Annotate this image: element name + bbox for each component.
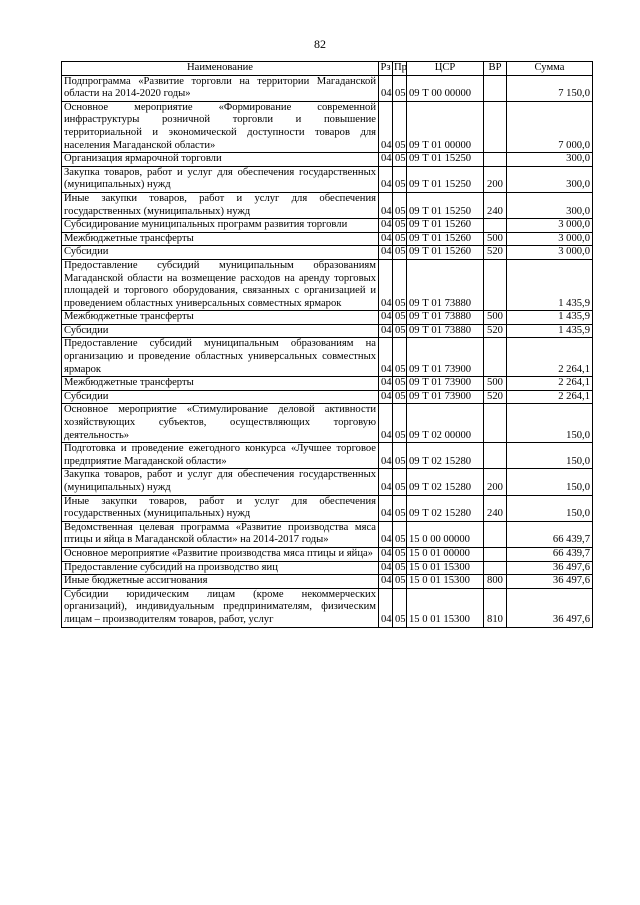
cell-rz: 04 (379, 575, 393, 589)
cell-csr: 15 0 01 15300 (407, 575, 484, 589)
cell-rz: 04 (379, 561, 393, 575)
cell-pr: 05 (393, 324, 407, 338)
cell-csr: 09 Т 02 15280 (407, 495, 484, 521)
cell-sum: 7 000,0 (507, 101, 593, 152)
cell-pr: 05 (393, 390, 407, 404)
cell-vr (484, 153, 507, 167)
table-row (62, 404, 593, 443)
cell-csr: 09 Т 01 15260 (407, 246, 484, 260)
cell-vr: 500 (484, 311, 507, 325)
table-row (62, 246, 593, 260)
cell-rz: 04 (379, 324, 393, 338)
cell-name: Основное мероприятие «Формирование современной инфраструктуры розничной торговли и повышение территориальной и экономической доступности товаров для населения Магаданской области» (62, 101, 379, 152)
cell-rz: 04 (379, 495, 393, 521)
cell-sum: 36 497,6 (507, 575, 593, 589)
cell-sum: 3 000,0 (507, 219, 593, 233)
cell-csr: 09 Т 01 73900 (407, 377, 484, 391)
cell-pr: 05 (393, 377, 407, 391)
cell-csr: 09 Т 01 73880 (407, 311, 484, 325)
table-row (62, 575, 593, 589)
budget-table (61, 61, 593, 628)
table-row (62, 377, 593, 391)
table-body (62, 75, 593, 627)
cell-pr: 05 (393, 521, 407, 547)
cell-csr: 09 Т 01 15250 (407, 153, 484, 167)
table-row (62, 192, 593, 218)
cell-name: Субсидии (62, 324, 379, 338)
cell-rz: 04 (379, 377, 393, 391)
cell-csr: 09 Т 02 15280 (407, 469, 484, 495)
cell-sum: 300,0 (507, 153, 593, 167)
cell-csr: 09 Т 01 73880 (407, 259, 484, 310)
cell-csr: 09 Т 01 73900 (407, 338, 484, 377)
table-row (62, 390, 593, 404)
cell-pr: 05 (393, 547, 407, 561)
cell-vr: 800 (484, 575, 507, 589)
cell-rz: 04 (379, 311, 393, 325)
cell-vr (484, 101, 507, 152)
cell-rz: 04 (379, 75, 393, 101)
cell-sum: 2 264,1 (507, 377, 593, 391)
cell-vr: 520 (484, 246, 507, 260)
cell-vr: 810 (484, 588, 507, 627)
table-row (62, 166, 593, 192)
cell-sum: 66 439,7 (507, 521, 593, 547)
cell-rz: 04 (379, 390, 393, 404)
cell-name: Основное мероприятие «Стимулирование деловой активности хозяйствующих субъектов, осуществляющих торговую деятельность» (62, 404, 379, 443)
cell-rz: 04 (379, 443, 393, 469)
cell-name: Подпрограмма «Развитие торговли на территории Магаданской области на 2014-2020 годы» (62, 75, 379, 101)
cell-name: Организация ярмарочной торговли (62, 153, 379, 167)
cell-sum: 1 435,9 (507, 324, 593, 338)
cell-name: Субсидии юридическим лицам (кроме некоммерческих организаций), индивидуальным предпринимателям, физическим лицам – производителям товаров, работ, услуг (62, 588, 379, 627)
cell-csr: 09 Т 01 15260 (407, 219, 484, 233)
table-row (62, 443, 593, 469)
table-row (62, 259, 593, 310)
cell-vr: 500 (484, 232, 507, 246)
cell-name: Предоставление субсидий муниципальным образованиям на организацию и проведение областных универсальных совместных ярмарок (62, 338, 379, 377)
cell-name: Субсидии (62, 246, 379, 260)
cell-csr: 09 Т 01 00000 (407, 101, 484, 152)
cell-vr: 240 (484, 495, 507, 521)
cell-sum: 36 497,6 (507, 588, 593, 627)
cell-rz: 04 (379, 469, 393, 495)
cell-pr: 05 (393, 259, 407, 310)
cell-name: Ведомственная целевая программа «Развитие производства мяса птицы и яйца в Магаданской области» на 2014-2017 годы» (62, 521, 379, 547)
cell-pr: 05 (393, 75, 407, 101)
cell-vr: 200 (484, 166, 507, 192)
cell-rz: 04 (379, 192, 393, 218)
cell-pr: 05 (393, 443, 407, 469)
cell-sum: 150,0 (507, 469, 593, 495)
cell-vr: 520 (484, 324, 507, 338)
cell-vr: 200 (484, 469, 507, 495)
cell-sum: 36 497,6 (507, 561, 593, 575)
cell-pr: 05 (393, 575, 407, 589)
cell-name: Иные закупки товаров, работ и услуг для обеспечения государственных (муниципальных) нужд (62, 192, 379, 218)
cell-csr: 09 Т 00 00000 (407, 75, 484, 101)
table-row (62, 219, 593, 233)
cell-pr: 05 (393, 166, 407, 192)
cell-vr: 500 (484, 377, 507, 391)
cell-pr: 05 (393, 469, 407, 495)
table-row (62, 232, 593, 246)
cell-csr: 09 Т 01 73900 (407, 390, 484, 404)
cell-vr (484, 561, 507, 575)
cell-rz: 04 (379, 153, 393, 167)
header-sum: Сумма (507, 62, 593, 76)
cell-rz: 04 (379, 404, 393, 443)
cell-name: Субсидирование муниципальных программ развития торговли (62, 219, 379, 233)
cell-pr: 05 (393, 561, 407, 575)
table-row (62, 153, 593, 167)
cell-rz: 04 (379, 547, 393, 561)
cell-sum: 1 435,9 (507, 311, 593, 325)
cell-csr: 09 Т 02 00000 (407, 404, 484, 443)
cell-sum: 66 439,7 (507, 547, 593, 561)
cell-sum: 150,0 (507, 443, 593, 469)
cell-rz: 04 (379, 521, 393, 547)
cell-name: Закупка товаров, работ и услуг для обеспечения государственных (муниципальных) нужд (62, 166, 379, 192)
cell-csr: 15 0 01 15300 (407, 588, 484, 627)
table-row (62, 324, 593, 338)
cell-csr: 15 0 01 15300 (407, 561, 484, 575)
cell-pr: 05 (393, 495, 407, 521)
cell-vr (484, 259, 507, 310)
table-row (62, 469, 593, 495)
cell-sum: 2 264,1 (507, 390, 593, 404)
cell-sum: 300,0 (507, 192, 593, 218)
cell-pr: 05 (393, 246, 407, 260)
cell-vr (484, 404, 507, 443)
cell-name: Межбюджетные трансферты (62, 311, 379, 325)
header-name: Наименование (62, 62, 379, 76)
cell-sum: 3 000,0 (507, 246, 593, 260)
cell-vr (484, 219, 507, 233)
cell-rz: 04 (379, 246, 393, 260)
cell-sum: 3 000,0 (507, 232, 593, 246)
header-csr: ЦСР (407, 62, 484, 76)
cell-pr: 05 (393, 232, 407, 246)
cell-vr: 520 (484, 390, 507, 404)
cell-vr: 240 (484, 192, 507, 218)
cell-sum: 7 150,0 (507, 75, 593, 101)
table-row (62, 495, 593, 521)
cell-name: Предоставление субсидий муниципальным образованиям Магаданской области на возмещение расходов на аренду торговых площадей и торгового оборудования, связанных с организацией и проведением областных универсальных совместных ярмарок (62, 259, 379, 310)
cell-name: Иные закупки товаров, работ и услуг для обеспечения государственных (муниципальных) нужд (62, 495, 379, 521)
cell-csr: 15 0 01 00000 (407, 547, 484, 561)
cell-sum: 1 435,9 (507, 259, 593, 310)
cell-csr: 09 Т 01 73880 (407, 324, 484, 338)
cell-pr: 05 (393, 311, 407, 325)
header-pr: Пр (393, 62, 407, 76)
cell-csr: 09 Т 01 15250 (407, 166, 484, 192)
cell-pr: 05 (393, 192, 407, 218)
cell-csr: 09 Т 01 15260 (407, 232, 484, 246)
cell-rz: 04 (379, 101, 393, 152)
page-number: 82 (314, 37, 326, 51)
table-row (62, 75, 593, 101)
cell-rz: 04 (379, 219, 393, 233)
cell-name: Субсидии (62, 390, 379, 404)
cell-rz: 04 (379, 588, 393, 627)
table-row (62, 547, 593, 561)
cell-sum: 2 264,1 (507, 338, 593, 377)
cell-pr: 05 (393, 404, 407, 443)
cell-rz: 04 (379, 166, 393, 192)
cell-vr (484, 547, 507, 561)
cell-sum: 150,0 (507, 404, 593, 443)
cell-name: Иные бюджетные ассигнования (62, 575, 379, 589)
cell-pr: 05 (393, 219, 407, 233)
cell-name: Предоставление субсидий на производство яиц (62, 561, 379, 575)
cell-vr (484, 443, 507, 469)
cell-pr: 05 (393, 588, 407, 627)
table-row (62, 521, 593, 547)
table-header-row (62, 62, 593, 76)
table-row (62, 588, 593, 627)
cell-csr: 09 Т 02 15280 (407, 443, 484, 469)
cell-vr (484, 338, 507, 377)
cell-rz: 04 (379, 338, 393, 377)
header-vr: ВР (484, 62, 507, 76)
cell-csr: 09 Т 01 15250 (407, 192, 484, 218)
cell-vr (484, 75, 507, 101)
cell-name: Закупка товаров, работ и услуг для обеспечения государственных (муниципальных) нужд (62, 469, 379, 495)
table-row (62, 101, 593, 152)
cell-pr: 05 (393, 153, 407, 167)
header-rz: Рз (379, 62, 393, 76)
cell-name: Подготовка и проведение ежегодного конкурса «Лучшее торговое предприятие Магаданской области» (62, 443, 379, 469)
cell-pr: 05 (393, 101, 407, 152)
table-row (62, 338, 593, 377)
cell-pr: 05 (393, 338, 407, 377)
cell-name: Межбюджетные трансферты (62, 377, 379, 391)
cell-csr: 15 0 00 00000 (407, 521, 484, 547)
table-row (62, 311, 593, 325)
cell-sum: 150,0 (507, 495, 593, 521)
cell-vr (484, 521, 507, 547)
cell-rz: 04 (379, 259, 393, 310)
cell-name: Основное мероприятие «Развитие производства мяса птицы и яйца» (62, 547, 379, 561)
table-row (62, 561, 593, 575)
cell-rz: 04 (379, 232, 393, 246)
cell-sum: 300,0 (507, 166, 593, 192)
cell-name: Межбюджетные трансферты (62, 232, 379, 246)
